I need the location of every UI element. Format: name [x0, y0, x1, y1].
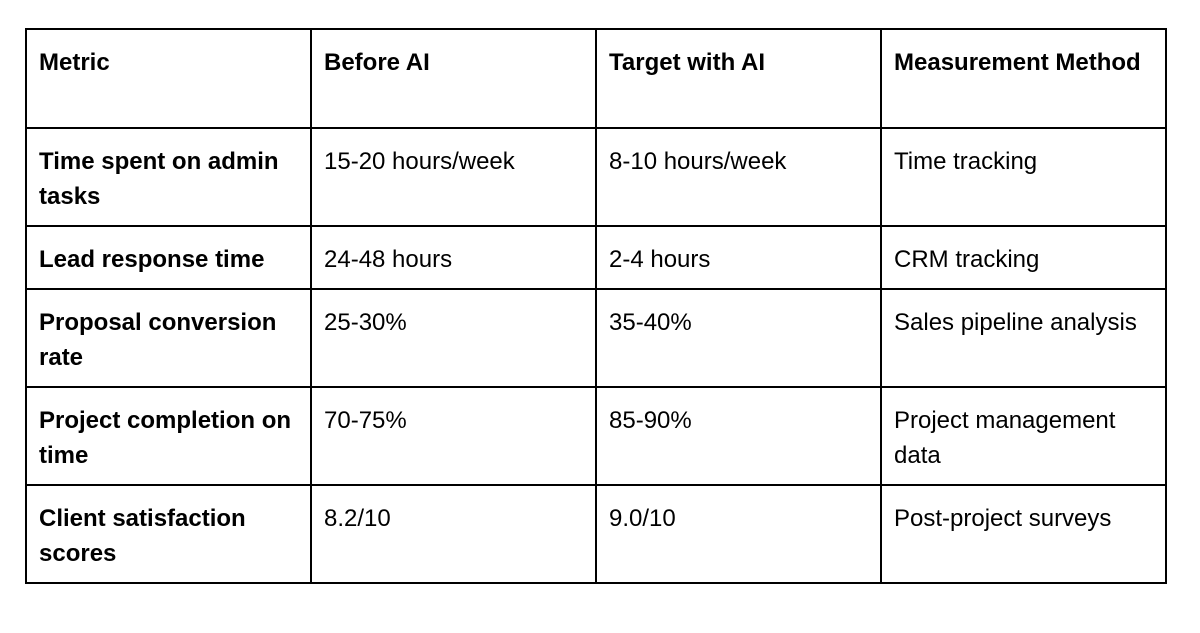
table-row [26, 226, 1166, 289]
target-with-ai-cell: 35-40% [596, 289, 881, 387]
metric-cell: Time spent on admin tasks [26, 128, 311, 226]
metric-cell: Client satisfaction scores [26, 485, 311, 583]
table-header-row [26, 29, 1166, 128]
measurement-method-cell: Time tracking [881, 128, 1166, 226]
header-measurement-method: Measurement Method [881, 29, 1166, 128]
measurement-method-cell: Post-project surveys [881, 485, 1166, 583]
metric-cell: Proposal conversion rate [26, 289, 311, 387]
table-row [26, 485, 1166, 583]
before-ai-cell: 70-75% [311, 387, 596, 485]
before-ai-cell: 25-30% [311, 289, 596, 387]
measurement-method-cell: CRM tracking [881, 226, 1166, 289]
header-before-ai: Before AI [311, 29, 596, 128]
target-with-ai-cell: 9.0/10 [596, 485, 881, 583]
measurement-method-cell: Project management data [881, 387, 1166, 485]
header-target-with-ai: Target with AI [596, 29, 881, 128]
header-metric: Metric [26, 29, 311, 128]
table-row [26, 128, 1166, 226]
metric-cell: Lead response time [26, 226, 311, 289]
metrics-table [25, 28, 1167, 584]
table-row [26, 289, 1166, 387]
before-ai-cell: 24-48 hours [311, 226, 596, 289]
metric-cell: Project completion on time [26, 387, 311, 485]
before-ai-cell: 8.2/10 [311, 485, 596, 583]
before-ai-cell: 15-20 hours/week [311, 128, 596, 226]
table-row [26, 387, 1166, 485]
target-with-ai-cell: 2-4 hours [596, 226, 881, 289]
measurement-method-cell: Sales pipeline analysis [881, 289, 1166, 387]
target-with-ai-cell: 85-90% [596, 387, 881, 485]
target-with-ai-cell: 8-10 hours/week [596, 128, 881, 226]
